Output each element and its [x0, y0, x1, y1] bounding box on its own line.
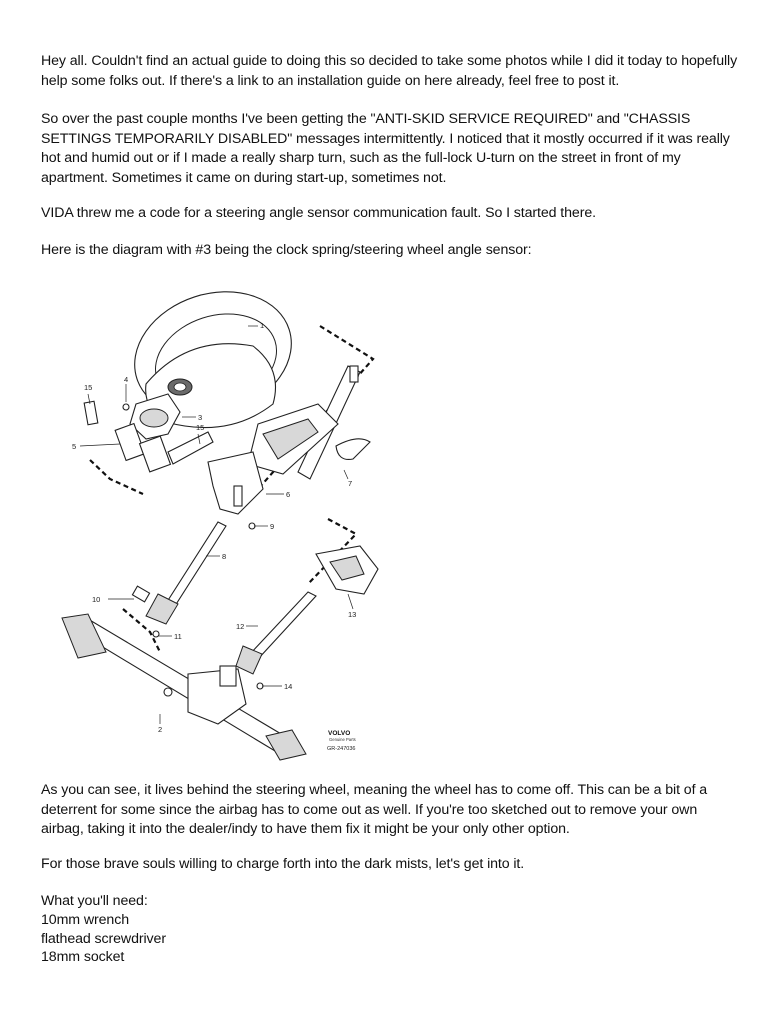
callout-2: 2: [158, 725, 163, 734]
callout-5: 5: [72, 442, 77, 451]
callout-8: 8: [222, 552, 227, 561]
callout-4: 4: [124, 375, 129, 384]
vida-paragraph: VIDA threw me a code for a steering angle sensor communication fault. So I started there.: [41, 205, 596, 221]
callout-15b: 15: [196, 423, 205, 432]
column-cover-part: [316, 546, 378, 594]
callout-14: 14: [284, 682, 293, 691]
callout-15a: 15: [84, 383, 93, 392]
callout-1: 1: [260, 321, 265, 330]
callout-7: 7: [348, 479, 353, 488]
symptoms-paragraph: So over the past couple months I've been getting the "ANTI-SKID SERVICE REQUIRED" and "CHASSIS SETTINGS TEMPORARILY DISABLED" messages intermittently. I noticed that it mostly occurred if it was really hot and humid out or if I made a really sharp turn, such as the full-lock U-turn on the street in front of my apartment. Sometimes it came on during start-up, sometimes not.: [41, 111, 730, 186]
callout-9: 9: [270, 522, 275, 531]
tool-item: flathead screwdriver: [41, 931, 166, 947]
lower-shaft-part: [236, 592, 316, 689]
intro-paragraph: Hey all. Couldn't find an actual guide to doing this so decided to take some photos while I did it today to hopefully help some folks out. If there's a link to an installation guide on here already, feel free to post it.: [41, 53, 738, 89]
diagram-intro-paragraph: Here is the diagram with #3 being the clock spring/steering wheel angle sensor:: [41, 242, 532, 258]
callout-13: 13: [348, 610, 357, 619]
intermediate-shaft-part: [132, 522, 226, 637]
tools-heading: What you'll need:: [41, 893, 148, 909]
callout-11: 11: [174, 632, 182, 641]
genuine-parts-label: Genuine Parts: [329, 737, 356, 742]
callout-12: 12: [236, 622, 245, 631]
callout-6: 6: [286, 490, 291, 499]
tool-item: 10mm wrench: [41, 912, 129, 928]
callout-3: 3: [198, 413, 203, 422]
callout-10: 10: [92, 595, 101, 604]
location-paragraph: As you can see, it lives behind the steering wheel, meaning the wheel has to come off. This can be a bit of a deterrent for some since the airbag has to come out as well. If you're too sketched out to remove your own airbag, taking it into the dealer/indy to have them fix it might be your only other option.: [41, 782, 708, 837]
brave-paragraph: For those brave souls willing to charge forth into the dark mists, let's get into it.: [41, 856, 525, 872]
figure-code: GR-247036: [327, 746, 356, 752]
volvo-brand: VOLVO: [328, 730, 351, 737]
steering-column-diagram: [48, 274, 388, 764]
tool-item: 18mm socket: [41, 949, 125, 965]
